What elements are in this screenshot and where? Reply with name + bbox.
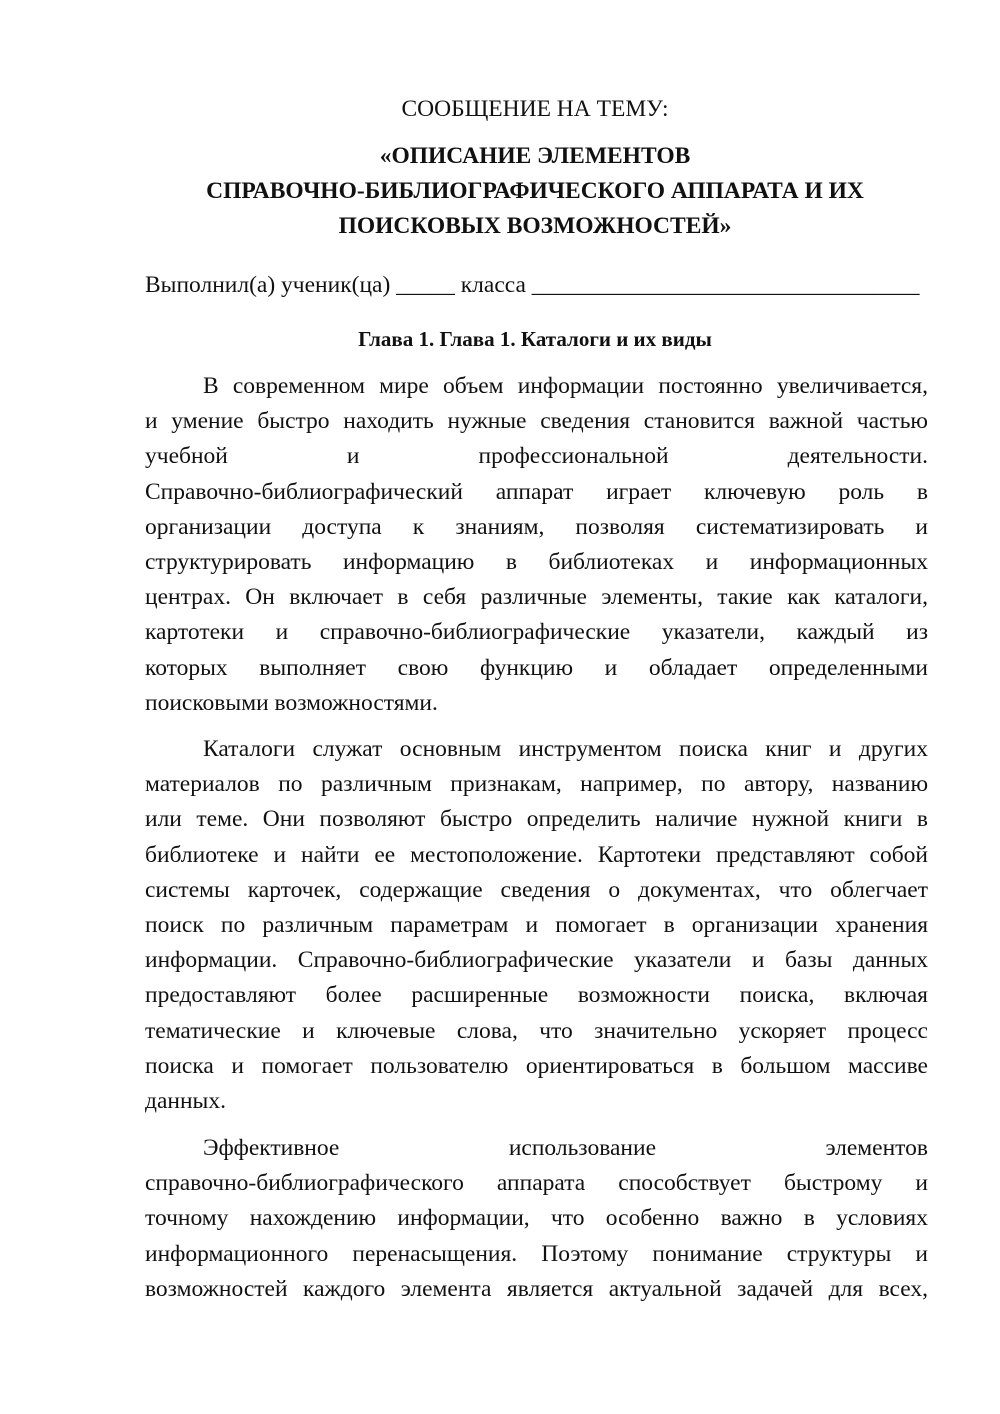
- doc-kicker: СООБЩЕНИЕ НА ТЕМУ:: [401, 96, 669, 122]
- paragraph-line: или теме. Они позволяют быстро определить наличие нужной книги в: [145, 806, 928, 833]
- paragraph-line: Каталоги служат основным инструментом поиска книг и других: [203, 736, 928, 762]
- paragraph-line: и умение быстро находить нужные сведения становится важной частью: [145, 408, 928, 435]
- paragraph-line: Справочно-библиографический аппарат играет ключевую роль в: [145, 478, 928, 505]
- paragraph-line: поиска и помогает пользователю ориентироваться в большом массиве: [145, 1052, 928, 1079]
- paragraph-3: [145, 1131, 928, 1307]
- paragraph-line: точному нахождению информации, что особенно важно в условиях: [145, 1205, 928, 1232]
- paragraph-line: Эффективное использование элементов: [203, 1135, 928, 1161]
- paragraph-2: [145, 732, 928, 1119]
- paragraph-line: возможностей каждого элемента является актуальной задачей для всех,: [145, 1275, 928, 1302]
- paragraph-line: поиск по различным параметрам и помогает в организации хранения: [145, 911, 928, 938]
- paragraph-1: [145, 369, 928, 721]
- author-line: Выполнил(а) ученик(ца) _____ класса _________________________________: [145, 272, 920, 298]
- doc-title-line-1: «ОПИСАНИЕ ЭЛЕМЕНТОВ: [379, 143, 691, 169]
- paragraph-line: поисковыми возможностями.: [145, 689, 438, 716]
- chapter-title: Глава 1. Глава 1. Каталоги и их виды: [358, 327, 712, 351]
- paragraph-line: информационного перенасыщения. Поэтому понимание структуры и: [145, 1240, 928, 1267]
- paragraph-line: данных.: [145, 1087, 226, 1114]
- paragraph-line: тематические и ключевые слова, что значительно ускоряет процесс: [145, 1017, 928, 1044]
- paragraph-line: материалов по различным признакам, например, по автору, названию: [145, 771, 928, 798]
- paragraph-line: предоставляют более расширенные возможности поиска, включая: [145, 982, 928, 1009]
- paragraph-line: центрах. Он включает в себя различные элементы, такие как каталоги,: [145, 584, 928, 611]
- paragraph-line: справочно-библиографического аппарата способствует быстрому и: [145, 1170, 928, 1197]
- paragraph-line: которых выполняет свою функцию и обладает определенными: [145, 654, 928, 681]
- paragraph-line: информации. Справочно-библиографические указатели и базы данных: [145, 947, 928, 974]
- paragraph-line: структурировать информацию в библиотеках и информационных: [145, 548, 928, 575]
- doc-title-line-3: ПОИСКОВЫХ ВОЗМОЖНОСТЕЙ»: [338, 213, 732, 239]
- paragraph-line: системы карточек, содержащие сведения о документах, что облегчает: [145, 876, 928, 903]
- doc-title-line-2: СПРАВОЧНО-БИБЛИОГРАФИЧЕСКОГО АППАРАТА И ИХ: [206, 178, 864, 204]
- paragraph-line: организации доступа к знаниям, позволяя систематизировать и: [145, 513, 928, 540]
- paragraph-line: В современном мире объем информации постоянно увеличивается,: [203, 373, 928, 399]
- paragraph-line: учебной и профессиональной деятельности.: [145, 443, 928, 470]
- paragraph-line: библиотеке и найти ее местоположение. Картотеки представляют собой: [145, 841, 928, 868]
- paragraph-line: картотеки и справочно-библиографические указатели, каждый из: [145, 619, 928, 646]
